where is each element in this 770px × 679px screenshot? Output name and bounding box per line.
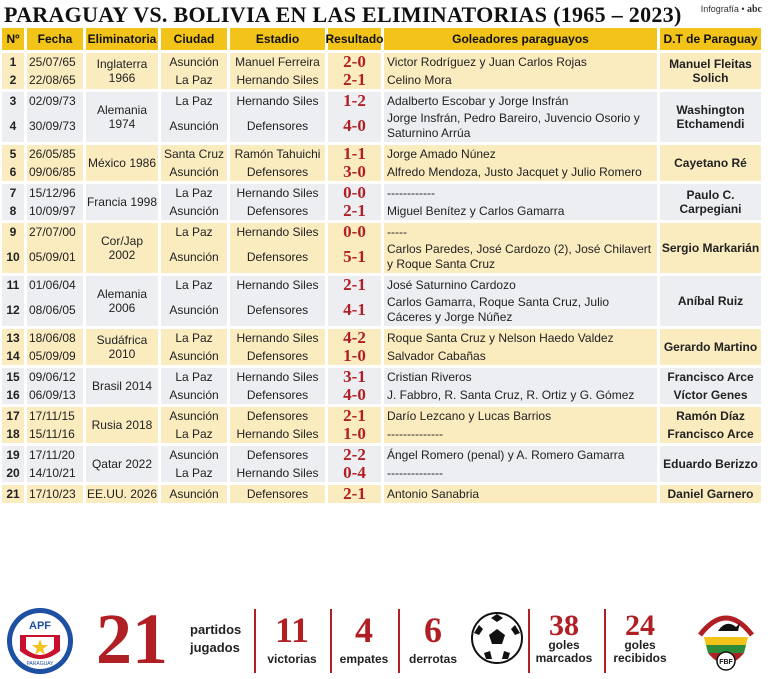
eliminatoria-cell: Alemania 1974 [86, 92, 158, 142]
match-number: 3 [2, 92, 24, 110]
city-cell: Asunción [161, 241, 227, 273]
wins-number: 11 [274, 610, 309, 650]
result-cell: 1-0 [328, 425, 381, 443]
table-row [161, 145, 660, 163]
match-number: 17 [2, 407, 24, 425]
header-estadio: Estadio [230, 28, 325, 50]
table-row [161, 223, 660, 241]
match-group [2, 407, 766, 443]
soccer-ball-icon [470, 611, 524, 665]
match-date: 05/09/09 [27, 347, 83, 365]
match-date: 17/11/15 [27, 407, 83, 425]
result-cell: 2-1 [328, 71, 381, 89]
goals-scored-label [528, 639, 600, 665]
table-row [161, 485, 660, 503]
city-cell: Asunción [161, 485, 227, 503]
match-detail-columns [161, 485, 660, 503]
result-cell: 0-0 [328, 223, 381, 241]
eliminatoria-cell: Alemania 2006 [86, 276, 158, 326]
table-row [2, 425, 86, 443]
fbf-logo [690, 605, 762, 677]
city-cell: Asunción [161, 407, 227, 425]
stadium-cell: Defensores [230, 446, 325, 464]
match-group [2, 92, 766, 142]
result-cell: 2-1 [328, 485, 381, 503]
total-matches-number: 21 [96, 599, 168, 679]
draws-number: 4 [355, 610, 373, 650]
match-detail-columns [161, 329, 660, 365]
eliminatoria-cell: Sudáfrica 2010 [86, 329, 158, 365]
match-detail-columns [161, 223, 660, 273]
match-date: 17/11/20 [27, 446, 83, 464]
stadium-cell: Hernando Siles [230, 368, 325, 386]
coach-cell: Ramón Díaz [660, 407, 761, 425]
result-cell: 2-1 [328, 276, 381, 294]
apf-logo [6, 607, 74, 675]
result-cell: 2-1 [328, 407, 381, 425]
result-cell: 4-0 [328, 386, 381, 404]
city-cell: La Paz [161, 223, 227, 241]
match-detail-columns [161, 145, 660, 181]
scorers-cell: Roque Santa Cruz y Nelson Haedo Valdez [384, 329, 657, 347]
city-cell: La Paz [161, 92, 227, 110]
result-cell: 1-1 [328, 145, 381, 163]
scorers-cell: Alfredo Mendoza, Justo Jacquet y Julio Romero [384, 163, 657, 181]
match-group [2, 276, 766, 326]
match-number: 1 [2, 53, 24, 71]
results-table [2, 28, 766, 506]
city-cell: Asunción [161, 294, 227, 326]
eliminatoria-cell: Inglaterra 1966 [86, 53, 158, 89]
result-cell: 4-1 [328, 294, 381, 326]
match-number: 16 [2, 386, 24, 404]
match-date: 17/10/23 [27, 485, 83, 503]
scorers-cell: Miguel Benítez y Carlos Gamarra [384, 202, 657, 220]
city-cell: La Paz [161, 276, 227, 294]
table-row [2, 329, 86, 347]
table-row [161, 92, 660, 110]
coach-cell: Washington Etchamendi [660, 92, 761, 142]
match-number: 18 [2, 425, 24, 443]
table-row [2, 92, 86, 110]
scorers-cell: ----- [384, 223, 657, 241]
table-row [161, 368, 660, 386]
stats-bar [0, 599, 770, 679]
match-detail-columns [161, 184, 660, 220]
table-row [161, 110, 660, 142]
match-date: 02/09/73 [27, 92, 83, 110]
result-cell: 0-4 [328, 464, 381, 482]
match-date: 06/09/13 [27, 386, 83, 404]
apf-logo-text: APF [29, 620, 51, 632]
match-id-columns [2, 446, 86, 482]
table-row [2, 202, 86, 220]
header-resultado: Resultado [328, 28, 381, 50]
result-cell: 3-0 [328, 163, 381, 181]
apf-logo-subtext: PARAGUAY [26, 661, 54, 667]
eliminatoria-cell: Brasil 2014 [86, 368, 158, 404]
draws-label: empates [339, 652, 389, 666]
result-cell: 1-2 [328, 92, 381, 110]
header-fecha: Fecha [27, 28, 83, 50]
result-cell: 3-1 [328, 368, 381, 386]
scorers-cell: -------------- [384, 464, 657, 482]
match-id-columns [2, 223, 86, 273]
match-number: 7 [2, 184, 24, 202]
match-id-columns [2, 184, 86, 220]
scorers-cell: Victor Rodríguez y Juan Carlos Rojas [384, 53, 657, 71]
stadium-cell: Hernando Siles [230, 92, 325, 110]
stadium-cell: Hernando Siles [230, 184, 325, 202]
match-number: 6 [2, 163, 24, 181]
table-row [161, 347, 660, 365]
coach-cell: Eduardo Berizzo [660, 446, 761, 482]
goals-received-number: 24 [625, 609, 655, 642]
result-cell: 2-2 [328, 446, 381, 464]
match-date: 15/11/16 [27, 425, 83, 443]
stadium-cell: Defensores [230, 407, 325, 425]
scorers-cell: Salvador Cabañas [384, 347, 657, 365]
table-row [161, 425, 660, 443]
eliminatoria-cell: Qatar 2022 [86, 446, 158, 482]
city-cell: Asunción [161, 347, 227, 365]
match-date: 27/07/00 [27, 223, 83, 241]
match-number: 12 [2, 294, 24, 326]
stadium-cell: Defensores [230, 241, 325, 273]
coach-cell: Francisco Arce [660, 425, 761, 443]
scorers-cell: José Saturnino Cardozo [384, 276, 657, 294]
eliminatoria-cell: México 1986 [86, 145, 158, 181]
table-row [2, 110, 86, 142]
match-id-columns [2, 368, 86, 404]
total-label-line2: jugados [190, 640, 240, 655]
city-cell: La Paz [161, 464, 227, 482]
city-cell: La Paz [161, 329, 227, 347]
stadium-cell: Hernando Siles [230, 223, 325, 241]
match-date: 09/06/85 [27, 163, 83, 181]
city-cell: Asunción [161, 446, 227, 464]
coach-cell: Francisco Arce [660, 368, 761, 386]
table-row [2, 223, 86, 241]
table-row [2, 464, 86, 482]
match-detail-columns [161, 92, 660, 142]
stadium-cell: Hernando Siles [230, 71, 325, 89]
stadium-cell: Defensores [230, 202, 325, 220]
stadium-cell: Hernando Siles [230, 329, 325, 347]
abc-logo: abc [747, 4, 762, 15]
match-group [2, 53, 766, 89]
table-row [161, 464, 660, 482]
match-group [2, 368, 766, 404]
match-date: 01/06/04 [27, 276, 83, 294]
brand-credit [701, 4, 762, 15]
scorers-cell: Jorge Insfrán, Pedro Bareiro, Juvencio Osorio y Saturnino Arrúa [384, 110, 657, 142]
table-row [2, 145, 86, 163]
table-row [2, 446, 86, 464]
match-date: 14/10/21 [27, 464, 83, 482]
header-goleadores: Goleadores paraguayos [384, 28, 657, 50]
total-matches-label [190, 621, 241, 657]
match-number: 10 [2, 241, 24, 273]
result-cell: 1-0 [328, 347, 381, 365]
eliminatoria-cell: Cor/Jap 2002 [86, 223, 158, 273]
goals-scored-label-line2: marcados [535, 651, 593, 665]
match-group [2, 485, 766, 503]
scorers-cell: Carlos Paredes, José Cardozo (2), José Chilavert y Roque Santa Cruz [384, 241, 657, 273]
match-number: 13 [2, 329, 24, 347]
total-label-line1: partidos [190, 622, 242, 637]
table-row [2, 276, 86, 294]
match-number: 21 [2, 485, 24, 503]
stadium-cell: Defensores [230, 163, 325, 181]
match-date: 15/12/96 [27, 184, 83, 202]
city-cell: La Paz [161, 184, 227, 202]
scorers-cell: Adalberto Escobar y Jorge Insfrán [384, 92, 657, 110]
match-detail-columns [161, 368, 660, 404]
coach-column [660, 368, 761, 404]
match-number: 19 [2, 446, 24, 464]
match-id-columns [2, 92, 86, 142]
header-num: Nº [2, 28, 24, 50]
table-row [161, 276, 660, 294]
scorers-cell: Darío Lezcano y Lucas Barrios [384, 407, 657, 425]
match-number: 5 [2, 145, 24, 163]
coach-cell: Víctor Genes [660, 386, 761, 404]
table-row [161, 184, 660, 202]
stadium-cell: Defensores [230, 294, 325, 326]
result-cell: 0-0 [328, 184, 381, 202]
coach-column [660, 407, 761, 443]
match-date: 09/06/12 [27, 368, 83, 386]
table-row [161, 407, 660, 425]
match-date: 26/05/85 [27, 145, 83, 163]
table-row [161, 71, 660, 89]
scorers-cell: Celino Mora [384, 71, 657, 89]
eliminatoria-cell: Francia 1998 [86, 184, 158, 220]
table-row [2, 485, 86, 503]
table-row [2, 184, 86, 202]
scorers-cell: Jorge Amado Núnez [384, 145, 657, 163]
match-id-columns [2, 329, 86, 365]
stadium-cell: Ramón Tahuichi [230, 145, 325, 163]
table-row [161, 53, 660, 71]
coach-cell: Cayetano Ré [660, 145, 761, 181]
scorers-cell: J. Fabbro, R. Santa Cruz, R. Ortiz y G. Gómez [384, 386, 657, 404]
fbf-logo-text: FBF [719, 659, 733, 666]
goals-received-label-line2: recibidos [613, 651, 667, 665]
brand-prefix: Infografía • [700, 4, 745, 14]
eliminatoria-cell: Rusia 2018 [86, 407, 158, 443]
match-group [2, 329, 766, 365]
scorers-cell: Ángel Romero (penal) y A. Romero Gamarra [384, 446, 657, 464]
scorers-cell: Cristian Riveros [384, 368, 657, 386]
city-cell: Asunción [161, 386, 227, 404]
match-date: 22/08/65 [27, 71, 83, 89]
match-id-columns [2, 145, 86, 181]
header-dt: D.T de Paraguay [660, 28, 761, 50]
stadium-cell: Defensores [230, 110, 325, 142]
table-row [2, 347, 86, 365]
match-detail-columns [161, 276, 660, 326]
losses-label: derrotas [408, 652, 458, 666]
stadium-cell: Defensores [230, 485, 325, 503]
coach-cell: Daniel Garnero [660, 485, 761, 503]
match-date: 08/06/05 [27, 294, 83, 326]
match-detail-columns [161, 53, 660, 89]
losses-number: 6 [424, 610, 442, 650]
city-cell: Asunción [161, 110, 227, 142]
table-row [161, 294, 660, 326]
page-title: PARAGUAY VS. BOLIVIA EN LAS ELIMINATORIAS (1965 – 2023) [4, 2, 682, 27]
city-cell: La Paz [161, 368, 227, 386]
match-date: 25/07/65 [27, 53, 83, 71]
table-row [161, 329, 660, 347]
scorers-cell: ------------ [384, 184, 657, 202]
table-header [2, 28, 766, 50]
match-number: 14 [2, 347, 24, 365]
stadium-cell: Hernando Siles [230, 425, 325, 443]
goals-scored-number: 38 [549, 609, 579, 642]
stadium-cell: Defensores [230, 347, 325, 365]
table-row [2, 53, 86, 71]
table-row [161, 241, 660, 273]
match-number: 11 [2, 276, 24, 294]
table-row [2, 241, 86, 273]
match-id-columns [2, 485, 86, 503]
match-id-columns [2, 53, 86, 89]
city-cell: Asunción [161, 53, 227, 71]
match-id-columns [2, 276, 86, 326]
match-number: 20 [2, 464, 24, 482]
goals-received-label-line1: goles [624, 638, 656, 652]
scorers-cell: -------------- [384, 425, 657, 443]
match-group [2, 145, 766, 181]
match-group [2, 223, 766, 273]
table-row [2, 71, 86, 89]
match-group [2, 446, 766, 482]
stadium-cell: Hernando Siles [230, 276, 325, 294]
stadium-cell: Manuel Ferreira [230, 53, 325, 71]
match-id-columns [2, 407, 86, 443]
coach-cell: Gerardo Martino [660, 329, 761, 365]
scorers-cell: Carlos Gamarra, Roque Santa Cruz, Julio Cáceres y Jorge Núñez [384, 294, 657, 326]
match-number: 8 [2, 202, 24, 220]
table-row [2, 163, 86, 181]
table-row [2, 294, 86, 326]
city-cell: Asunción [161, 202, 227, 220]
match-date: 30/09/73 [27, 110, 83, 142]
table-row [161, 386, 660, 404]
match-number: 4 [2, 110, 24, 142]
goals-scored-label-line1: goles [548, 638, 580, 652]
table-row [2, 368, 86, 386]
stadium-cell: Hernando Siles [230, 464, 325, 482]
header-ciudad: Ciudad [161, 28, 227, 50]
result-cell: 4-0 [328, 110, 381, 142]
result-cell: 5-1 [328, 241, 381, 273]
result-cell: 2-0 [328, 53, 381, 71]
coach-cell: Aníbal Ruiz [660, 276, 761, 326]
city-cell: La Paz [161, 425, 227, 443]
stadium-cell: Defensores [230, 386, 325, 404]
match-date: 10/09/97 [27, 202, 83, 220]
match-number: 15 [2, 368, 24, 386]
table-row [2, 407, 86, 425]
match-detail-columns [161, 446, 660, 482]
table-row [2, 386, 86, 404]
result-cell: 4-2 [328, 329, 381, 347]
eliminatoria-cell: EE.UU. 2026 [86, 487, 158, 501]
city-cell: La Paz [161, 71, 227, 89]
goals-received-label [604, 639, 676, 665]
table-row [161, 163, 660, 181]
match-number: 2 [2, 71, 24, 89]
match-group [2, 184, 766, 220]
table-row [161, 446, 660, 464]
scorers-cell: Antonio Sanabria [384, 485, 657, 503]
table-body [2, 53, 766, 503]
city-cell: Asunción [161, 163, 227, 181]
result-cell: 2-1 [328, 202, 381, 220]
match-date: 05/09/01 [27, 241, 83, 273]
match-number: 9 [2, 223, 24, 241]
coach-cell: Sergio Markarián [660, 223, 761, 273]
match-detail-columns [161, 407, 660, 443]
coach-cell: Manuel Fleitas Solich [660, 53, 761, 89]
header-eliminatoria: Eliminatoria [86, 28, 158, 50]
match-date: 18/06/08 [27, 329, 83, 347]
table-row [161, 202, 660, 220]
coach-cell: Paulo C. Carpegiani [660, 184, 761, 220]
city-cell: Santa Cruz [161, 145, 227, 163]
wins-label: victorias [267, 652, 317, 666]
